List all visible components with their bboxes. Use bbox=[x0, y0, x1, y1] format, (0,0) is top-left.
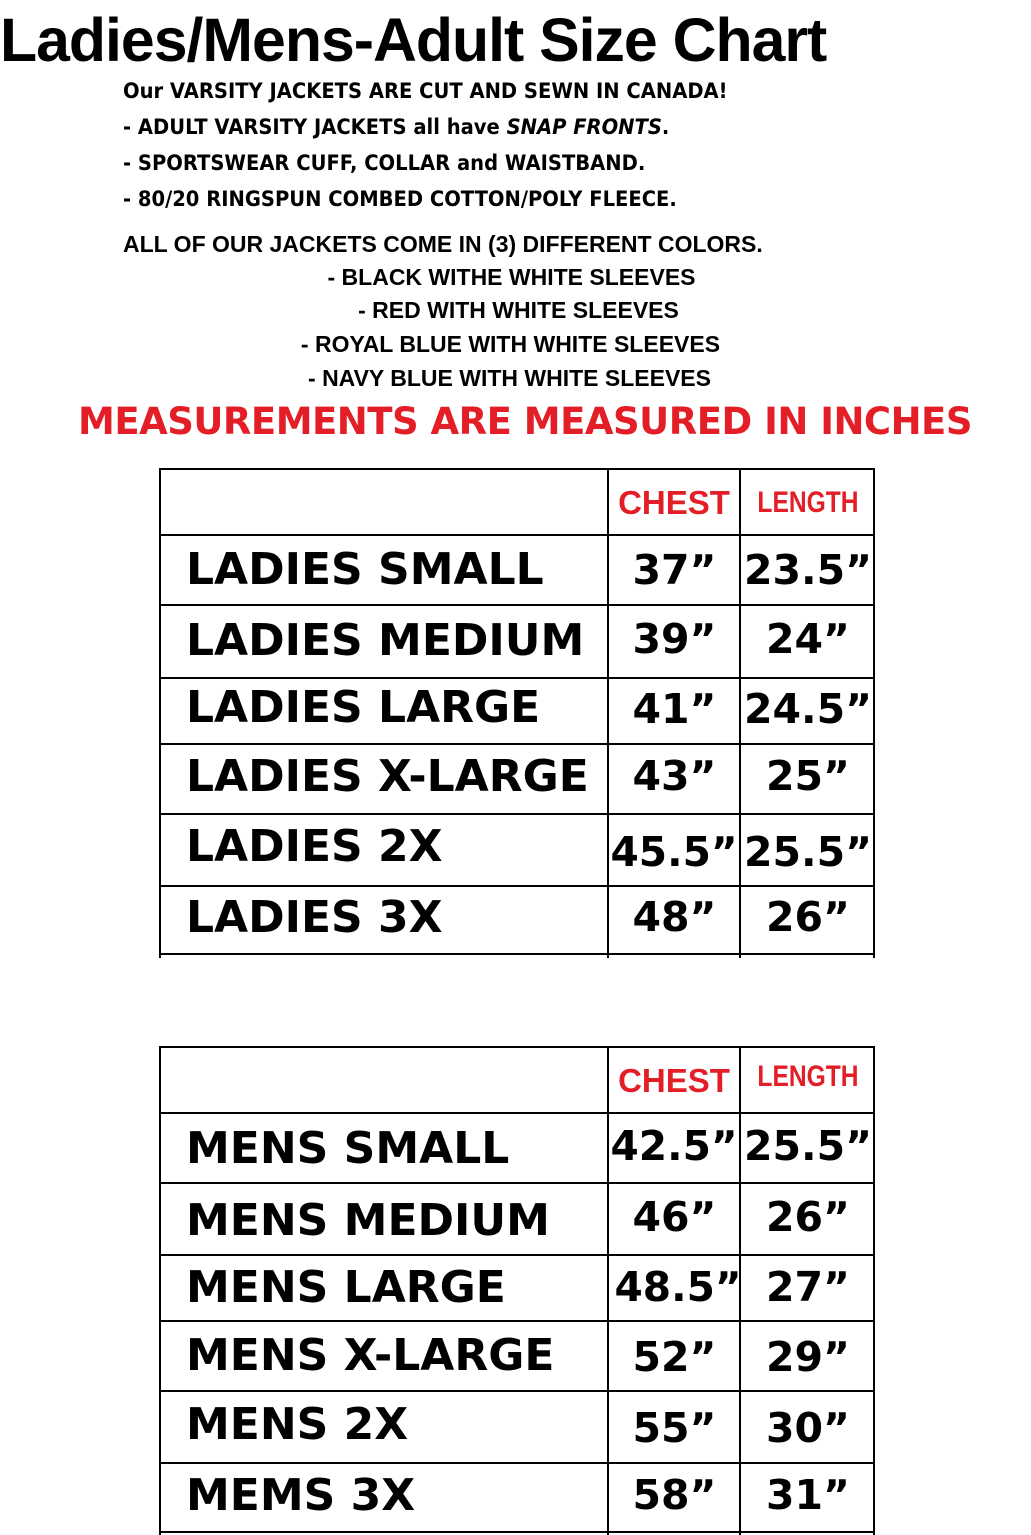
chest-value: 45.5” bbox=[610, 828, 739, 876]
table-border bbox=[607, 1046, 609, 1535]
table-border bbox=[159, 677, 875, 679]
length-value: 25.5” bbox=[743, 1122, 873, 1170]
length-header: LENGTH bbox=[757, 1060, 859, 1093]
table-border bbox=[159, 1182, 875, 1184]
color-option-red: - RED WITH WHITE SLEEVES bbox=[358, 297, 679, 323]
table-border bbox=[159, 885, 875, 887]
size-label: LADIES MEDIUM bbox=[186, 615, 585, 666]
chest-value: 48.5” bbox=[614, 1263, 743, 1311]
length-value: 27” bbox=[765, 1263, 850, 1311]
length-value: 26” bbox=[765, 893, 850, 941]
table-border bbox=[159, 1112, 875, 1114]
chest-header: CHEST bbox=[618, 484, 730, 521]
chest-header: CHEST bbox=[618, 1062, 730, 1099]
chest-value: 48” bbox=[632, 893, 717, 941]
table-border bbox=[159, 1462, 875, 1464]
length-value: 31” bbox=[765, 1471, 850, 1519]
size-label: MENS 2X bbox=[186, 1399, 409, 1450]
chest-value: 41” bbox=[632, 685, 717, 733]
size-label: LADIES SMALL bbox=[186, 544, 544, 595]
length-value: 25.5” bbox=[743, 828, 873, 876]
size-label: MEMS 3X bbox=[186, 1470, 416, 1521]
table-border bbox=[159, 953, 875, 955]
info-line-snap-fronts-text: - ADULT VARSITY JACKETS all have bbox=[123, 115, 507, 139]
chest-value: 55” bbox=[632, 1404, 717, 1452]
table-border bbox=[159, 468, 875, 470]
size-label: MENS MEDIUM bbox=[186, 1195, 550, 1246]
table-border bbox=[159, 813, 875, 815]
color-option-navy-blue: - NAVY BLUE WITH WHITE SLEEVES bbox=[308, 365, 711, 391]
table-border bbox=[159, 468, 161, 958]
info-line-sportswear: - SPORTSWEAR CUFF, COLLAR and WAISTBAND. bbox=[123, 151, 646, 175]
page-title: Ladies/Mens-Adult Size Chart bbox=[0, 6, 827, 74]
chest-value: 43” bbox=[632, 752, 717, 800]
info-snap-fronts-emphasis: SNAP FRONTS bbox=[506, 115, 662, 139]
length-value: 25” bbox=[765, 752, 850, 800]
chest-value: 52” bbox=[632, 1333, 717, 1381]
info-line-fleece: - 80/20 RINGSPUN COMBED COTTON/POLY FLEECE. bbox=[123, 187, 677, 211]
size-label: MENS X-LARGE bbox=[186, 1330, 555, 1381]
table-border bbox=[159, 1390, 875, 1392]
length-value: 26” bbox=[765, 1193, 850, 1241]
chest-value: 37” bbox=[632, 546, 717, 594]
chest-value: 46” bbox=[632, 1193, 717, 1241]
length-value: 23.5” bbox=[743, 546, 873, 594]
table-border bbox=[159, 1320, 875, 1322]
info-snap-fronts-suffix: . bbox=[661, 115, 670, 139]
color-option-royal-blue: - ROYAL BLUE WITH WHITE SLEEVES bbox=[300, 331, 721, 357]
chest-value: 39” bbox=[632, 615, 717, 663]
size-label: LADIES X-LARGE bbox=[186, 751, 589, 802]
table-border bbox=[159, 1254, 875, 1256]
ladies-size-table bbox=[159, 468, 875, 958]
length-header: LENGTH bbox=[757, 486, 859, 519]
info-line-made-in-canada: Our VARSITY JACKETS ARE CUT AND SEWN IN CANADA! bbox=[123, 79, 728, 103]
table-border bbox=[159, 1046, 875, 1048]
mens-size-table bbox=[159, 1046, 875, 1535]
chest-value: 58” bbox=[632, 1471, 717, 1519]
size-label: LADIES 3X bbox=[186, 892, 443, 943]
measurement-note: MEASUREMENTS ARE MEASURED IN INCHES bbox=[78, 400, 972, 443]
table-border bbox=[159, 604, 875, 606]
length-value: 24.5” bbox=[743, 685, 873, 733]
length-value: 30” bbox=[765, 1404, 850, 1452]
colors-intro: ALL OF OUR JACKETS COME IN (3) DIFFERENT COLORS. bbox=[123, 231, 763, 257]
size-label: LADIES LARGE bbox=[186, 682, 541, 733]
length-value: 29” bbox=[765, 1333, 850, 1381]
size-label: MENS SMALL bbox=[186, 1123, 510, 1174]
size-label: MENS LARGE bbox=[186, 1262, 506, 1313]
info-line-snap-fronts bbox=[123, 114, 669, 140]
table-border bbox=[159, 534, 875, 536]
length-value: 24” bbox=[765, 615, 850, 663]
table-border bbox=[159, 743, 875, 745]
chest-value: 42.5” bbox=[610, 1122, 739, 1170]
table-border bbox=[159, 1531, 875, 1533]
color-option-black: - BLACK WITHE WHITE SLEEVES bbox=[327, 264, 696, 290]
size-label: LADIES 2X bbox=[186, 821, 443, 872]
table-border bbox=[159, 1046, 161, 1535]
